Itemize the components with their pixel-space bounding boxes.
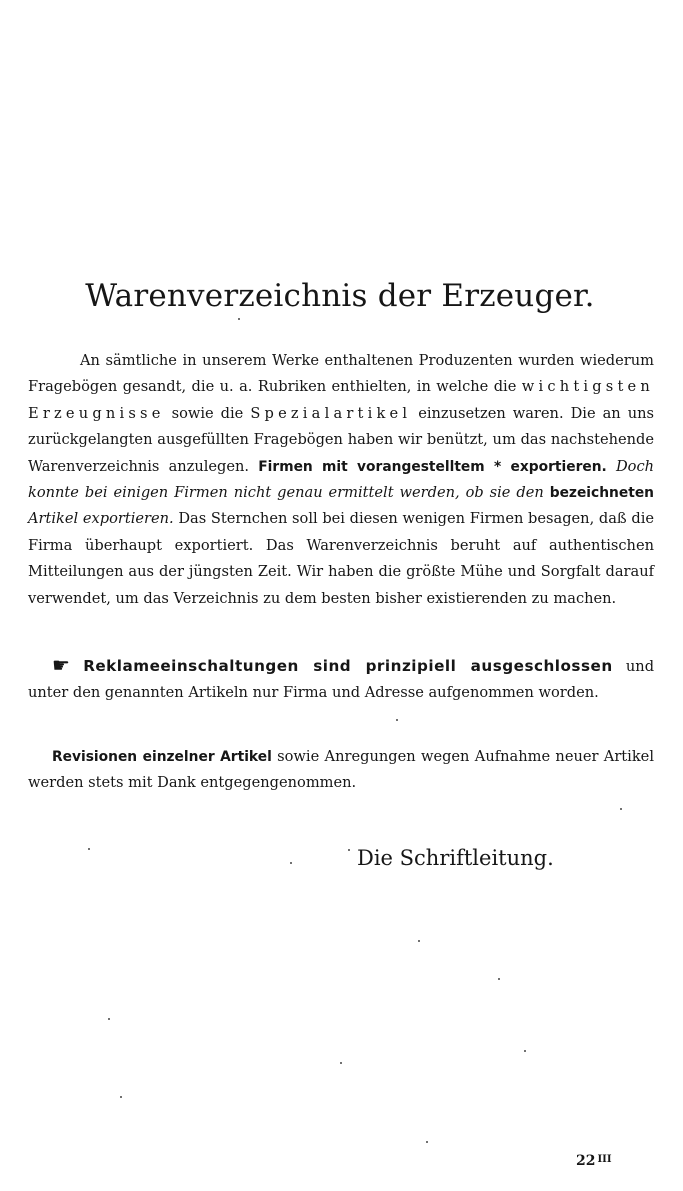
intro-text-3: einzusetzen waren. Die an uns zurückgelangten ausgefüllten Fragebögen haben wir benützt, um das nachstehende Warenverzeichnis anzulegen.	[28, 404, 655, 475]
paper-speck	[340, 1062, 342, 1064]
paper-speck	[524, 1050, 526, 1052]
page-section: III	[597, 1154, 612, 1165]
paper-speck	[88, 848, 90, 850]
revisions-paragraph	[28, 744, 654, 797]
intro-text-1: An sämtliche in unserem Werke enthaltenen Produzenten wurden wiederum Fragebögen gesandt, die u. a. Rubriken enthielten, in welche die	[28, 352, 654, 396]
ads-rest: und unter den genannten Artikeln nur Firma und Adresse aufgenommen worden.	[28, 658, 655, 702]
paper-speck	[418, 940, 420, 942]
intro-emphasis-special: Spezialartikel	[250, 404, 412, 422]
signature: Die Schriftleitung.	[357, 846, 554, 870]
paper-speck	[108, 1018, 110, 1020]
paper-speck	[498, 978, 500, 980]
paper-speck	[238, 318, 240, 320]
intro-text-2: sowie die	[171, 404, 244, 422]
revisions-rest: sowie Anregungen wegen Aufnahme neuer Artikel werden stets mit Dank entgegengenommen.	[28, 748, 654, 792]
intro-emphasis-products: wichtigsten Erzeugnisse	[28, 378, 654, 422]
ads-paragraph	[28, 653, 654, 707]
intro-bold-designated: bezeichneten	[549, 485, 654, 502]
intro-export-note: Firmen mit vorangestelltem * exportieren.	[258, 458, 607, 475]
intro-italic-1: Doch konnte bei einigen Firmen nicht genau ermittelt werden, ob sie den	[28, 457, 655, 502]
pointing-hand-icon: ☛	[52, 653, 70, 677]
paper-speck	[620, 808, 622, 810]
intro-paragraph	[28, 348, 654, 612]
page-number	[576, 1153, 612, 1169]
intro-text-4: Das Sternchen soll bei diesen wenigen Firmen besagen, daß die Firma überhaupt exportiert. Das Warenverzeichnis beruht auf authentischen Mitteilungen aus der jüngsten Zeit. Wir haben die größte Mühe und Sorgfalt darauf verwendet, um das Verzeichnis zu dem besten bisher existierenden zu machen.	[28, 510, 654, 607]
paper-speck	[396, 719, 398, 721]
paper-speck	[290, 862, 292, 864]
page-number-value: 22	[576, 1153, 596, 1169]
paper-speck	[120, 1096, 122, 1098]
paper-speck	[426, 1141, 428, 1143]
intro-italic-2: Artikel exportieren.	[28, 510, 174, 528]
ads-bold: Reklameeinschaltungen sind prinzipiell ausgeschlossen	[83, 657, 613, 675]
revisions-bold: Revisionen einzelner Artikel	[52, 749, 272, 765]
page-title: Warenverzeichnis der Erzeuger.	[85, 278, 595, 314]
paper-speck	[348, 849, 350, 851]
